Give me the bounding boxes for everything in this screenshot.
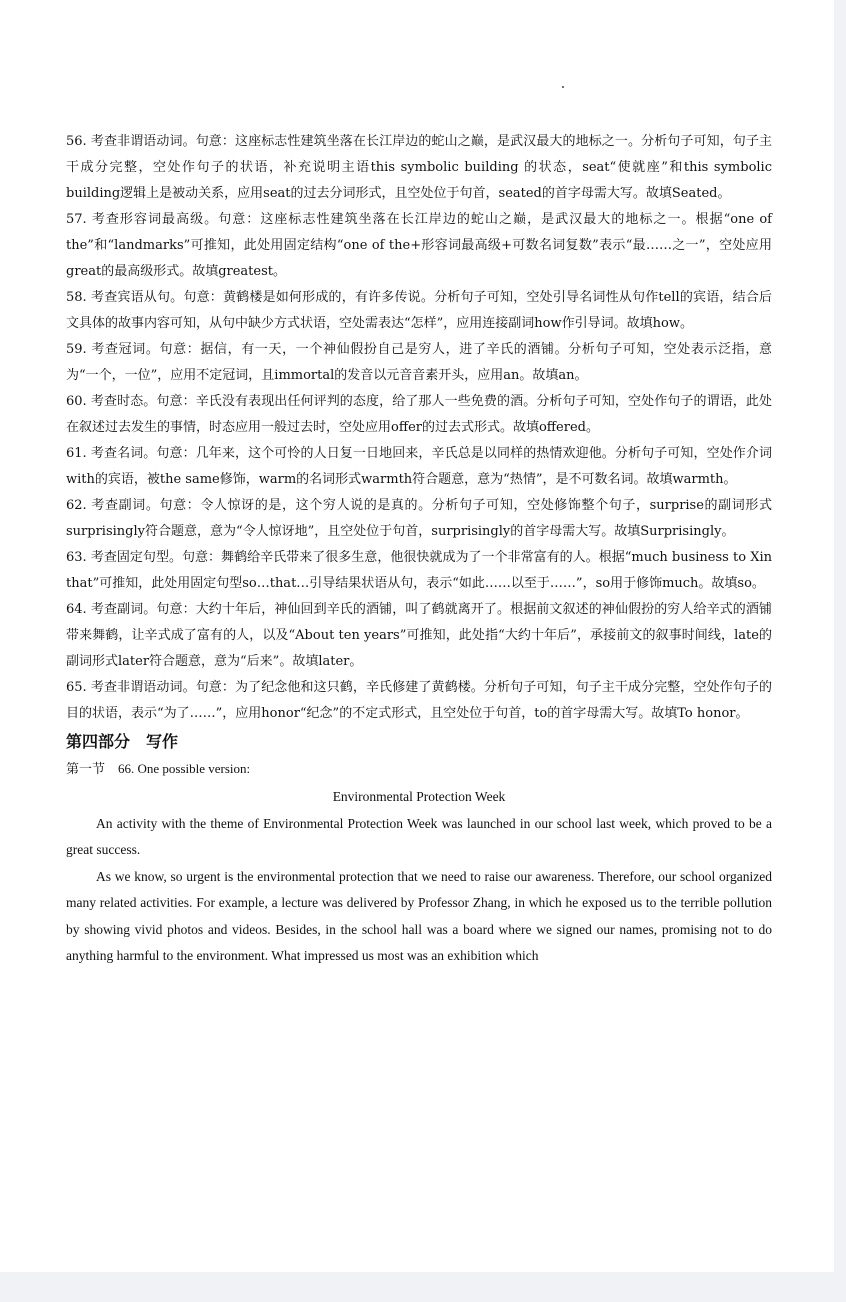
answer-58: 58. 考查宾语从句。句意：黄鹤楼是如何形成的，有许多传说。分析句子可知，空处引导名词性从句作tell的宾语，结合后文具体的故事内容可知，从句中缺少方式状语，空处需表达“怎样”，应用连接副词how作引导词。故填how。 [66, 290, 772, 331]
essay-paragraph-1: An activity with the theme of Environmental Protection Week was launched in our school last week, which proved to be a great success. [66, 815, 772, 857]
essay-title: Environmental Protection Week [332, 789, 506, 804]
essay-paragraph-2: As we know, so urgent is the environmental protection that we need to raise our awareness. Therefore, our school organized many related activities. For example, a lecture was delivered by Professor Zhang, in which he exposed us to the terrible pollution by showing vivid photos and videos. Besides, in the school hall was a board where we signed our names, promising not to do anything harmful to the environment. What impressed us most was an exhibition which [66, 868, 772, 963]
section-subheading: 第一节 66. One possible version: [66, 761, 251, 776]
answer-64: 64. 考查副词。句意：大约十年后，神仙回到辛氏的酒铺，叫了鹤就离开了。根据前文叙述的神仙假扮的穷人给辛式的酒铺带来舞鹤，让辛式成了富有的人，以及“About ten years”可推知，此处指“大约十年后”，承接前文的叙事时间线，late的副词形式later符合题意，意为“后来”。故填later。 [66, 602, 772, 669]
answer-62: 62. 考查副词。句意：令人惊讶的是，这个穷人说的是真的。分析句子可知，空处修饰整个句子，surprise的副词形式surprisingly符合题意，意为“令人惊讶地”，且空处位于句首，surprisingly的首字母需大写。故填Surprisingly。 [66, 498, 772, 539]
answer-65: 65. 考查非谓语动词。句意：为了纪念他和这只鹤，辛氏修建了黄鹤楼。分析句子可知，句子主干成分完整，空处作句子的目的状语，表示“为了……”，应用honor“纪念”的不定式形式，且空处位于句首，to的首字母需大写。故填To honor。 [66, 680, 772, 721]
answer-56: 56. 考查非谓语动词。句意：这座标志性建筑坐落在长江岸边的蛇山之巅，是武汉最大的地标之一。分析句子可知，句子主干成分完整，空处作句子的状语，补充说明主语this symbolic building 的状态，seat“使就座”和this symbolic building逻辑上是被动关系，应用seat的过去分词形式，且空处位于句首，seated的首字母需大写。故填Seated。 [66, 134, 772, 201]
answer-60: 60. 考查时态。句意：辛氏没有表现出任何评判的态度，给了那人一些免费的酒。分析句子可知，空处作句子的谓语，此处在叙述过去发生的事情，时态应用一般过去时，空处应用offer的过去式形式。故填offered。 [66, 394, 772, 435]
answer-59: 59. 考查冠词。句意：据信，有一天，一个神仙假扮自己是穷人，进了辛氏的酒铺。分析句子可知，空处表示泛指，意为“一个，一位”，应用不定冠词，且immortal的发音以元音音素开头，应用an。故填an。 [66, 342, 772, 383]
answer-57: 57. 考查形容词最高级。句意：这座标志性建筑坐落在长江岸边的蛇山之巅，是武汉最大的地标之一。根据“one of the”和“landmarks”可推知，此处用固定结构“one of the+形容词最高级+可数名词复数”表示“最……之一”，空处应用great的最高级形式。故填greatest。 [66, 212, 772, 279]
page-mark [562, 86, 564, 88]
answer-content [66, 129, 772, 970]
answer-63: 63. 考查固定句型。句意：舞鹤给辛氏带来了很多生意，他很快就成为了一个非常富有的人。根据“much business to Xin that”可推知，此处用固定句型so…that…引导结果状语从句，表示“如此……以至于……”，so用于修饰much。故填so。 [66, 550, 772, 591]
answer-61: 61. 考查名词。句意：几年来，这个可怜的人日复一日地回来，辛氏总是以同样的热情欢迎他。分析句子可知，空处作介词with的宾语，被the same修饰，warm的名词形式warmth符合题意，意为“热情”，是不可数名词。故填warmth。 [66, 446, 772, 487]
section-heading: 第四部分 写作 [66, 732, 179, 751]
sample-essay [66, 784, 772, 970]
